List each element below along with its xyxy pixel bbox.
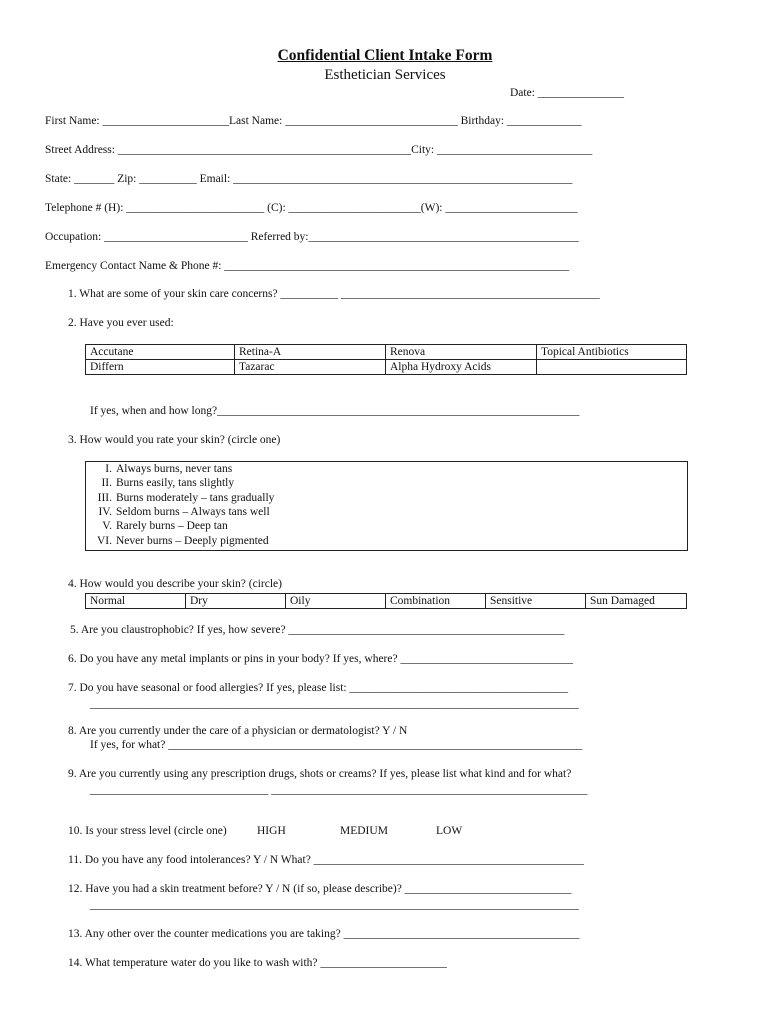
question-9: 9. Are you currently using any prescription drugs, shots or creams? If yes, please list what kind and for what? [68,768,572,780]
stress-medium-option[interactable]: MEDIUM [340,825,388,837]
question-7-line[interactable]: _____________________________________________________________________________________ [90,698,579,710]
skin-type-option[interactable]: Normal [86,594,186,609]
question-12-line[interactable]: _____________________________________________________________________________________ [90,899,579,911]
form-title: Confidential Client Intake Form [277,47,493,64]
table-cell[interactable]: Retina-A [235,345,386,360]
table-row [86,345,687,360]
skin-rating-option[interactable]: II. Burns easily, tans slightly [101,477,235,489]
question-11[interactable]: 11. Do you have any food intolerances? Y / N What? _______________________________________________ [68,854,584,866]
question-1[interactable]: 1. What are some of your skin care concerns? __________ _____________________________________________ [68,288,600,300]
skin-rating-option[interactable]: IV. Seldom burns – Always tans well [98,506,270,518]
question-10: 10. Is your stress level (circle one) [68,825,227,837]
question-6[interactable]: 6. Do you have any metal implants or pins in your body? If yes, where? ______________________________ [68,653,573,665]
stress-low-option[interactable]: LOW [436,825,463,837]
skin-type-option[interactable]: Combination [386,594,486,609]
skin-type-option[interactable]: Sun Damaged [586,594,687,609]
question-8[interactable]: 8. Are you currently under the care of a physician or dermatologist? Y / N [68,725,408,737]
table-cell[interactable]: Differn [86,360,235,375]
products-table [85,344,687,375]
occupation-fields[interactable]: Occupation: _________________________ Referred by:_______________________________________________ [45,231,579,243]
telephone-fields[interactable]: Telephone # (H): ________________________ (C): _______________________(W): _______________________ [45,202,578,214]
state-zip-email-fields[interactable]: State: _______ Zip: __________ Email: ___________________________________________________________ [45,173,573,185]
skin-rating-option[interactable]: V. Rarely burns – Deep tan [102,520,228,532]
table-cell[interactable]: Renova [386,345,537,360]
skin-rating-option[interactable]: I. Always burns, never tans [105,463,233,475]
question-3: 3. How would you rate your skin? (circle one) [68,434,281,446]
date-field[interactable]: Date: _______________ [510,87,625,99]
question-14[interactable]: 14. What temperature water do you like to wash with? ______________________ [68,957,447,969]
skin-rating-option[interactable]: VI. Never burns – Deeply pigmented [96,535,269,547]
table-cell[interactable] [537,360,687,375]
skin-type-option[interactable]: Dry [186,594,286,609]
stress-high-option[interactable]: HIGH [257,825,286,837]
question-2: 2. Have you ever used: [68,317,174,329]
address-fields[interactable]: Street Address: ___________________________________________________City: ___________________________ [45,144,593,156]
question-4: 4. How would you describe your skin? (circle) [68,578,282,590]
question-5[interactable]: 5. Are you claustrophobic? If yes, how severe? ________________________________________________ [70,624,565,636]
table-row [86,594,687,609]
question-12[interactable]: 12. Have you had a skin treatment before? Y / N (if so, please describe)? _____________________________ [68,883,572,895]
form-subtitle: Esthetician Services [324,67,446,83]
skin-type-table [85,593,687,609]
emergency-contact-field[interactable]: Emergency Contact Name & Phone #: ____________________________________________________________ [45,260,570,272]
question-7[interactable]: 7. Do you have seasonal or food allergies? If yes, please list: ______________________________________ [68,682,568,694]
table-cell[interactable]: Tazarac [235,360,386,375]
question-13[interactable]: 13. Any other over the counter medications you are taking? _________________________________________ [68,928,580,940]
table-cell[interactable]: Alpha Hydroxy Acids [386,360,537,375]
skin-rating-option[interactable]: III. Burns moderately – tans gradually [97,492,275,504]
skin-type-option[interactable]: Oily [286,594,386,609]
table-cell[interactable]: Topical Antibiotics [537,345,687,360]
name-fields[interactable]: First Name: ______________________Last Name: ______________________________ Birthday: _____________ [45,115,582,127]
table-row [86,360,687,375]
question-8-followup[interactable]: If yes, for what? ________________________________________________________________________ [90,739,583,751]
table-cell[interactable]: Accutane [86,345,235,360]
question-9-line[interactable]: _______________________________ _______________________________________________________ [90,784,588,796]
question-2-followup[interactable]: If yes, when and how long?_______________________________________________________________ [90,405,580,417]
skin-type-option[interactable]: Sensitive [486,594,586,609]
